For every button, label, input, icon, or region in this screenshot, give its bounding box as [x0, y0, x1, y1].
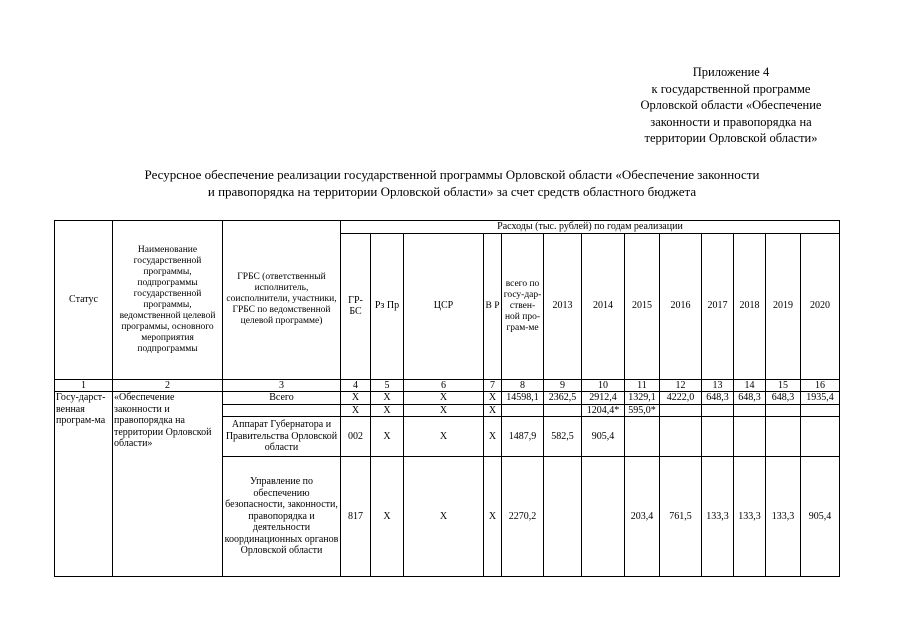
column-number: 1 — [55, 379, 113, 392]
year-cell — [625, 417, 660, 457]
header-year: 2016 — [660, 233, 702, 379]
column-number: 16 — [801, 379, 840, 392]
year-cell: 648,3 — [766, 392, 801, 405]
year-cell: 761,5 — [660, 457, 702, 577]
column-number: 14 — [734, 379, 766, 392]
header-name: Наименование государственной программы, подпрограммы государственной программы, ведомственной целевой программы, основного мероприятия подпрограммы — [113, 221, 223, 380]
header-year: 2014 — [582, 233, 625, 379]
appendix-line: Приложение 4 — [692, 65, 770, 79]
year-cell — [702, 404, 734, 417]
column-number: 2 — [113, 379, 223, 392]
column-number: 4 — [341, 379, 371, 392]
year-cell: 1935,4 — [801, 392, 840, 405]
year-cell — [544, 457, 582, 577]
appendix-line: законности и правопорядка на — [650, 114, 812, 129]
rzpr-cell: Х — [371, 457, 404, 577]
total-cell — [502, 404, 544, 417]
status-cell: Госу-дарст-венная програм-ма — [55, 392, 113, 577]
document-title — [88, 166, 816, 200]
year-cell — [544, 404, 582, 417]
year-cell: 595,0* — [625, 404, 660, 417]
column-number: 5 — [371, 379, 404, 392]
year-cell: 133,3 — [734, 457, 766, 577]
appendix-line: к государственной программе — [651, 81, 811, 96]
column-number: 8 — [502, 379, 544, 392]
csr-cell: Х — [404, 457, 484, 577]
year-cell — [582, 457, 625, 577]
grbs-code-cell: 817 — [341, 457, 371, 577]
year-cell — [660, 417, 702, 457]
grbs-cell: Всего — [223, 392, 341, 405]
grbs-code-cell: Х — [341, 392, 371, 405]
total-cell: 14598,1 — [502, 392, 544, 405]
year-cell: 1329,1 — [625, 392, 660, 405]
grbs-code-cell: Х — [341, 404, 371, 417]
column-number: 15 — [766, 379, 801, 392]
title-line: Ресурсное обеспечение реализации государственной программы Орловской области «Обеспечение законности — [144, 167, 760, 182]
table-row — [55, 392, 840, 405]
year-cell — [801, 404, 840, 417]
column-number: 11 — [625, 379, 660, 392]
header-total: всего по госу-дар-ствен-ной про-грам-ме — [502, 233, 544, 379]
vr-cell: Х — [484, 457, 502, 577]
program-name-cell: «Обеспечение законности и правопорядка на территории Орловской области» — [113, 392, 223, 577]
column-number: 6 — [404, 379, 484, 392]
column-number: 9 — [544, 379, 582, 392]
year-cell: 905,4 — [582, 417, 625, 457]
header-expenses: Расходы (тыс. рублей) по годам реализации — [341, 221, 840, 234]
vr-cell: Х — [484, 404, 502, 417]
year-cell — [801, 417, 840, 457]
total-cell: 1487,9 — [502, 417, 544, 457]
year-cell: 133,3 — [702, 457, 734, 577]
column-number-row — [55, 379, 840, 392]
year-cell — [766, 417, 801, 457]
header-vr: В Р — [484, 233, 502, 379]
header-year: 2015 — [625, 233, 660, 379]
year-cell — [734, 404, 766, 417]
header-grbs-code: ГР-БС — [341, 233, 371, 379]
year-cell: 905,4 — [801, 457, 840, 577]
year-cell: 648,3 — [734, 392, 766, 405]
year-cell — [660, 404, 702, 417]
year-cell: 2912,4 — [582, 392, 625, 405]
rzpr-cell: Х — [371, 417, 404, 457]
title-line: и правопорядка на территории Орловской области» за счет средств областного бюджета — [207, 184, 697, 199]
year-cell: 582,5 — [544, 417, 582, 457]
year-cell: 2362,5 — [544, 392, 582, 405]
rzpr-cell: Х — [371, 392, 404, 405]
header-csr: ЦСР — [404, 233, 484, 379]
year-cell — [702, 417, 734, 457]
appendix-note — [600, 64, 862, 147]
header-rzpr: Рз Пр — [371, 233, 404, 379]
grbs-cell: Управление по обеспечению безопасности, законности, правопорядка и деятельности координационных органов Орловской области — [223, 457, 341, 577]
year-cell: 648,3 — [702, 392, 734, 405]
column-number: 13 — [702, 379, 734, 392]
rzpr-cell: Х — [371, 404, 404, 417]
column-number: 3 — [223, 379, 341, 392]
year-cell: 203,4 — [625, 457, 660, 577]
column-number: 10 — [582, 379, 625, 392]
header-status: Статус — [55, 221, 113, 380]
resource-table — [54, 220, 840, 577]
grbs-cell: Аппарат Губернатора и Правительства Орловской области — [223, 417, 341, 457]
appendix-line: Орловской области «Обеспечение — [640, 98, 822, 112]
column-number: 12 — [660, 379, 702, 392]
csr-cell: Х — [404, 392, 484, 405]
year-cell — [766, 404, 801, 417]
header-row — [55, 221, 840, 234]
header-year: 2019 — [766, 233, 801, 379]
csr-cell: Х — [404, 417, 484, 457]
year-cell: 133,3 — [766, 457, 801, 577]
year-cell: 4222,0 — [660, 392, 702, 405]
year-cell — [734, 417, 766, 457]
grbs-code-cell: 002 — [341, 417, 371, 457]
header-year: 2017 — [702, 233, 734, 379]
header-grbs: ГРБС (ответственный исполнитель, соисполнители, участники, ГРБС по ведомственной целевой программе) — [223, 221, 341, 380]
total-cell: 2270,2 — [502, 457, 544, 577]
appendix-line: территории Орловской области» — [644, 131, 818, 145]
year-cell: 1204,4* — [582, 404, 625, 417]
vr-cell: Х — [484, 392, 502, 405]
header-year: 2013 — [544, 233, 582, 379]
header-year: 2020 — [801, 233, 840, 379]
csr-cell: Х — [404, 404, 484, 417]
grbs-cell — [223, 404, 341, 417]
vr-cell: Х — [484, 417, 502, 457]
column-number: 7 — [484, 379, 502, 392]
header-year: 2018 — [734, 233, 766, 379]
